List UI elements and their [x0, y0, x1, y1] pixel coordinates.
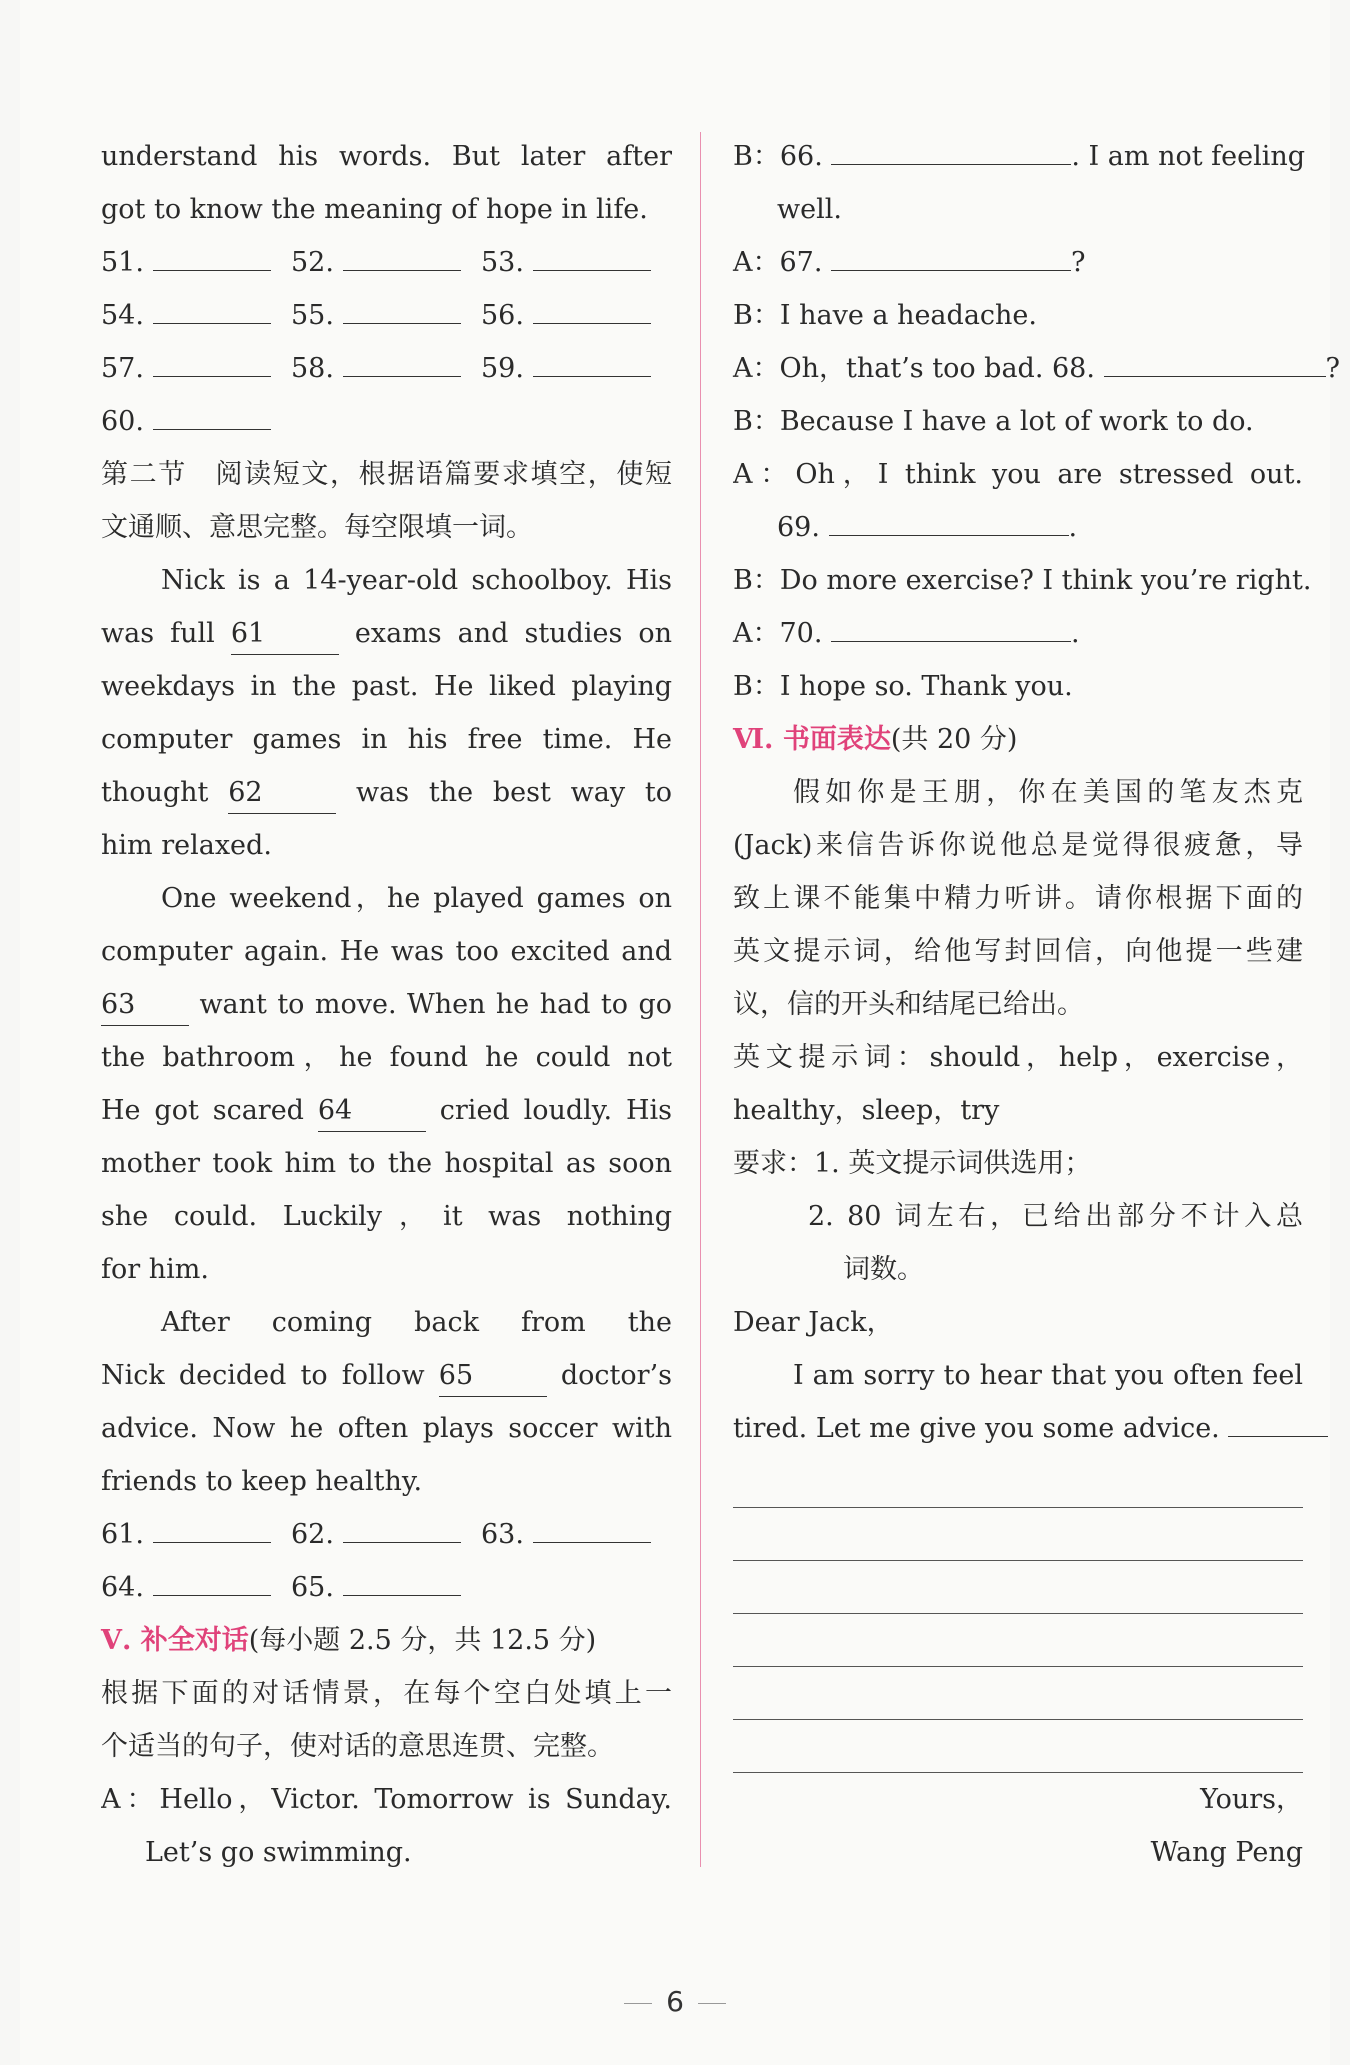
answer-number: 51.	[101, 247, 144, 278]
dialogue-line: A：Oh，I think you are stressed out.	[733, 459, 1303, 490]
writing-line[interactable]	[733, 1455, 1303, 1508]
answer-number: 61.	[101, 1519, 144, 1550]
answer-number: 64.	[101, 1572, 144, 1603]
dialogue-line: B：I hope so. Thank you.	[733, 671, 1073, 702]
answer-blank[interactable]	[153, 1508, 271, 1543]
answer-number: 52.	[291, 247, 334, 278]
task-line: 致上课不能集中精力听讲。请你根据下面的	[733, 883, 1303, 914]
passage-line: 63 want to move. When he had to go	[101, 978, 672, 1031]
letter-line: tired. Let me give you some advice.	[733, 1402, 1303, 1455]
answer-number: 60.	[101, 406, 144, 437]
requirement-line: 2. 80 词左右，已给出部分不计入总	[808, 1201, 1303, 1232]
section-score: (每小题 2.5 分，共 12.5 分)	[248, 1625, 597, 1656]
letter-greeting: Dear Jack，	[733, 1307, 894, 1338]
text-line: understand his words. But later after	[101, 141, 672, 172]
passage-line: him relaxed.	[101, 830, 272, 861]
page-number: 6	[666, 1985, 684, 2018]
answer-row	[101, 289, 672, 342]
footer-dash	[698, 2003, 726, 2004]
passage-gap: 61	[231, 614, 339, 655]
answer-blank[interactable]	[831, 607, 1071, 642]
section-score: (共 20 分)	[890, 724, 1018, 755]
passage-line: computer again. He was too excited and	[101, 936, 672, 967]
answer-number: 53.	[481, 247, 524, 278]
dialogue-line: A：67. ?	[733, 236, 1303, 289]
answer-number: 55.	[291, 300, 334, 331]
column-divider	[700, 132, 701, 1867]
task-line: 假如你是王朋，你在美国的笔友杰克	[793, 777, 1303, 808]
answer-row	[101, 342, 672, 395]
answer-number: 65.	[291, 1572, 334, 1603]
section-heading	[733, 713, 1303, 766]
passage-line: mother took him to the hospital as soon	[101, 1148, 672, 1179]
answer-blank[interactable]	[533, 1508, 651, 1543]
passage-line: He got scared 64 cried loudly. His	[101, 1084, 672, 1137]
passage-line: she could. Luckily，it was nothing	[101, 1201, 672, 1232]
answer-row	[101, 1561, 672, 1614]
footer-dash	[624, 2003, 652, 2004]
passage-line: for him.	[101, 1254, 209, 1285]
answer-row	[101, 395, 672, 448]
answer-number: 54.	[101, 300, 144, 331]
section-heading	[101, 1614, 672, 1667]
passage-gap: 64	[318, 1091, 426, 1132]
section-instruction: 文通顺、意思完整。每空限填一词。	[101, 512, 533, 543]
writing-line[interactable]	[733, 1720, 1303, 1773]
letter-closing: Yours，	[1200, 1784, 1303, 1815]
answer-blank[interactable]	[1104, 342, 1326, 377]
passage-gap: 62	[228, 773, 336, 814]
passage-line: was full 61 exams and studies on	[101, 607, 672, 660]
passage-line: Nick is a 14-year-old schoolboy. His	[161, 565, 672, 596]
section-instruction: 根据下面的对话情景，在每个空白处填上一	[101, 1678, 672, 1709]
dialogue-line: B：I have a headache.	[733, 300, 1037, 331]
answer-blank[interactable]	[831, 130, 1071, 165]
section-title: Ⅵ. 书面表达	[733, 724, 891, 755]
answer-blank[interactable]	[153, 289, 271, 324]
passage-gap: 65	[439, 1356, 547, 1397]
passage-line: weekdays in the past. He liked playing	[101, 671, 672, 702]
answer-row	[101, 236, 672, 289]
passage-line: friends to keep healthy.	[101, 1466, 423, 1497]
passage-line: thought 62 was the best way to	[101, 766, 672, 819]
dialogue-line: B：Because I have a lot of work to do.	[733, 406, 1254, 437]
requirement-line: 要求：1. 英文提示词供选用；	[733, 1148, 1092, 1179]
writing-line[interactable]	[733, 1667, 1303, 1720]
answer-blank[interactable]	[153, 1561, 271, 1596]
section-title: Ⅴ. 补全对话	[101, 1625, 249, 1656]
dialogue-line: Let’s go swimming.	[145, 1837, 412, 1868]
passage-gap: 63	[101, 985, 189, 1026]
answer-blank[interactable]	[343, 289, 461, 324]
letter-signature: Wang Peng	[1150, 1837, 1303, 1868]
letter-line: I am sorry to hear that you often feel	[793, 1360, 1303, 1391]
hint-line: healthy，sleep，try	[733, 1095, 1000, 1126]
answer-blank[interactable]	[343, 236, 461, 271]
dialogue-line: A：Hello，Victor. Tomorrow is Sunday.	[101, 1784, 672, 1815]
dialogue-line: B：Do more exercise? I think you’re right.	[733, 565, 1312, 596]
answer-blank[interactable]	[153, 236, 271, 271]
answer-number: 59.	[481, 353, 524, 384]
answer-row	[101, 1508, 672, 1561]
passage-line: One weekend，he played games on	[161, 883, 672, 914]
task-line: 议，信的开头和结尾已给出。	[733, 989, 1084, 1020]
answer-number: 58.	[291, 353, 334, 384]
answer-number: 56.	[481, 300, 524, 331]
answer-blank[interactable]	[153, 395, 271, 430]
writing-line[interactable]	[733, 1561, 1303, 1614]
task-line: 英文提示词，给他写封回信，向他提一些建	[733, 936, 1303, 967]
answer-blank[interactable]	[533, 289, 651, 324]
dialogue-line: well.	[777, 194, 842, 225]
writing-line[interactable]	[733, 1508, 1303, 1561]
passage-line: After coming back from the	[161, 1307, 672, 1338]
answer-blank[interactable]	[533, 342, 651, 377]
answer-blank[interactable]	[343, 1561, 461, 1596]
answer-blank[interactable]	[343, 1508, 461, 1543]
dialogue-line: B：66. . I am not feeling	[733, 130, 1303, 183]
left-column	[101, 130, 672, 1879]
section-instruction: 个适当的句子，使对话的意思连贯、完整。	[101, 1731, 614, 1762]
answer-blank[interactable]	[153, 342, 271, 377]
answer-number: 62.	[291, 1519, 334, 1550]
page-footer	[0, 1985, 1350, 2018]
requirement-line: 词数。	[843, 1254, 924, 1285]
writing-blank[interactable]	[1228, 1402, 1328, 1437]
dialogue-line: A：70. .	[733, 607, 1303, 660]
answer-blank[interactable]	[831, 236, 1071, 271]
answer-blank[interactable]	[829, 501, 1069, 536]
dialogue-line: A：Oh，that’s too bad. 68. ?	[733, 342, 1303, 395]
writing-line[interactable]	[733, 1614, 1303, 1667]
passage-line: computer games in his free time. He	[101, 724, 672, 755]
answer-number: 63.	[481, 1519, 524, 1550]
dialogue-line: 69. .	[733, 501, 1303, 554]
answer-blank[interactable]	[343, 342, 461, 377]
passage-line: the bathroom，he found he could not	[101, 1042, 672, 1073]
hint-line: 英文提示词：should，help，exercise，	[733, 1042, 1303, 1073]
passage-line: Nick decided to follow 65 doctor’s	[101, 1349, 672, 1402]
passage-line: advice. Now he often plays soccer with	[101, 1413, 672, 1444]
answer-number: 57.	[101, 353, 144, 384]
text-line: got to know the meaning of hope in life.	[101, 194, 648, 225]
right-column	[733, 130, 1341, 1879]
task-line: (Jack)来信告诉你说他总是觉得很疲惫，导	[733, 830, 1303, 861]
section-instruction: 第二节 阅读短文，根据语篇要求填空，使短	[101, 459, 672, 490]
answer-blank[interactable]	[533, 236, 651, 271]
